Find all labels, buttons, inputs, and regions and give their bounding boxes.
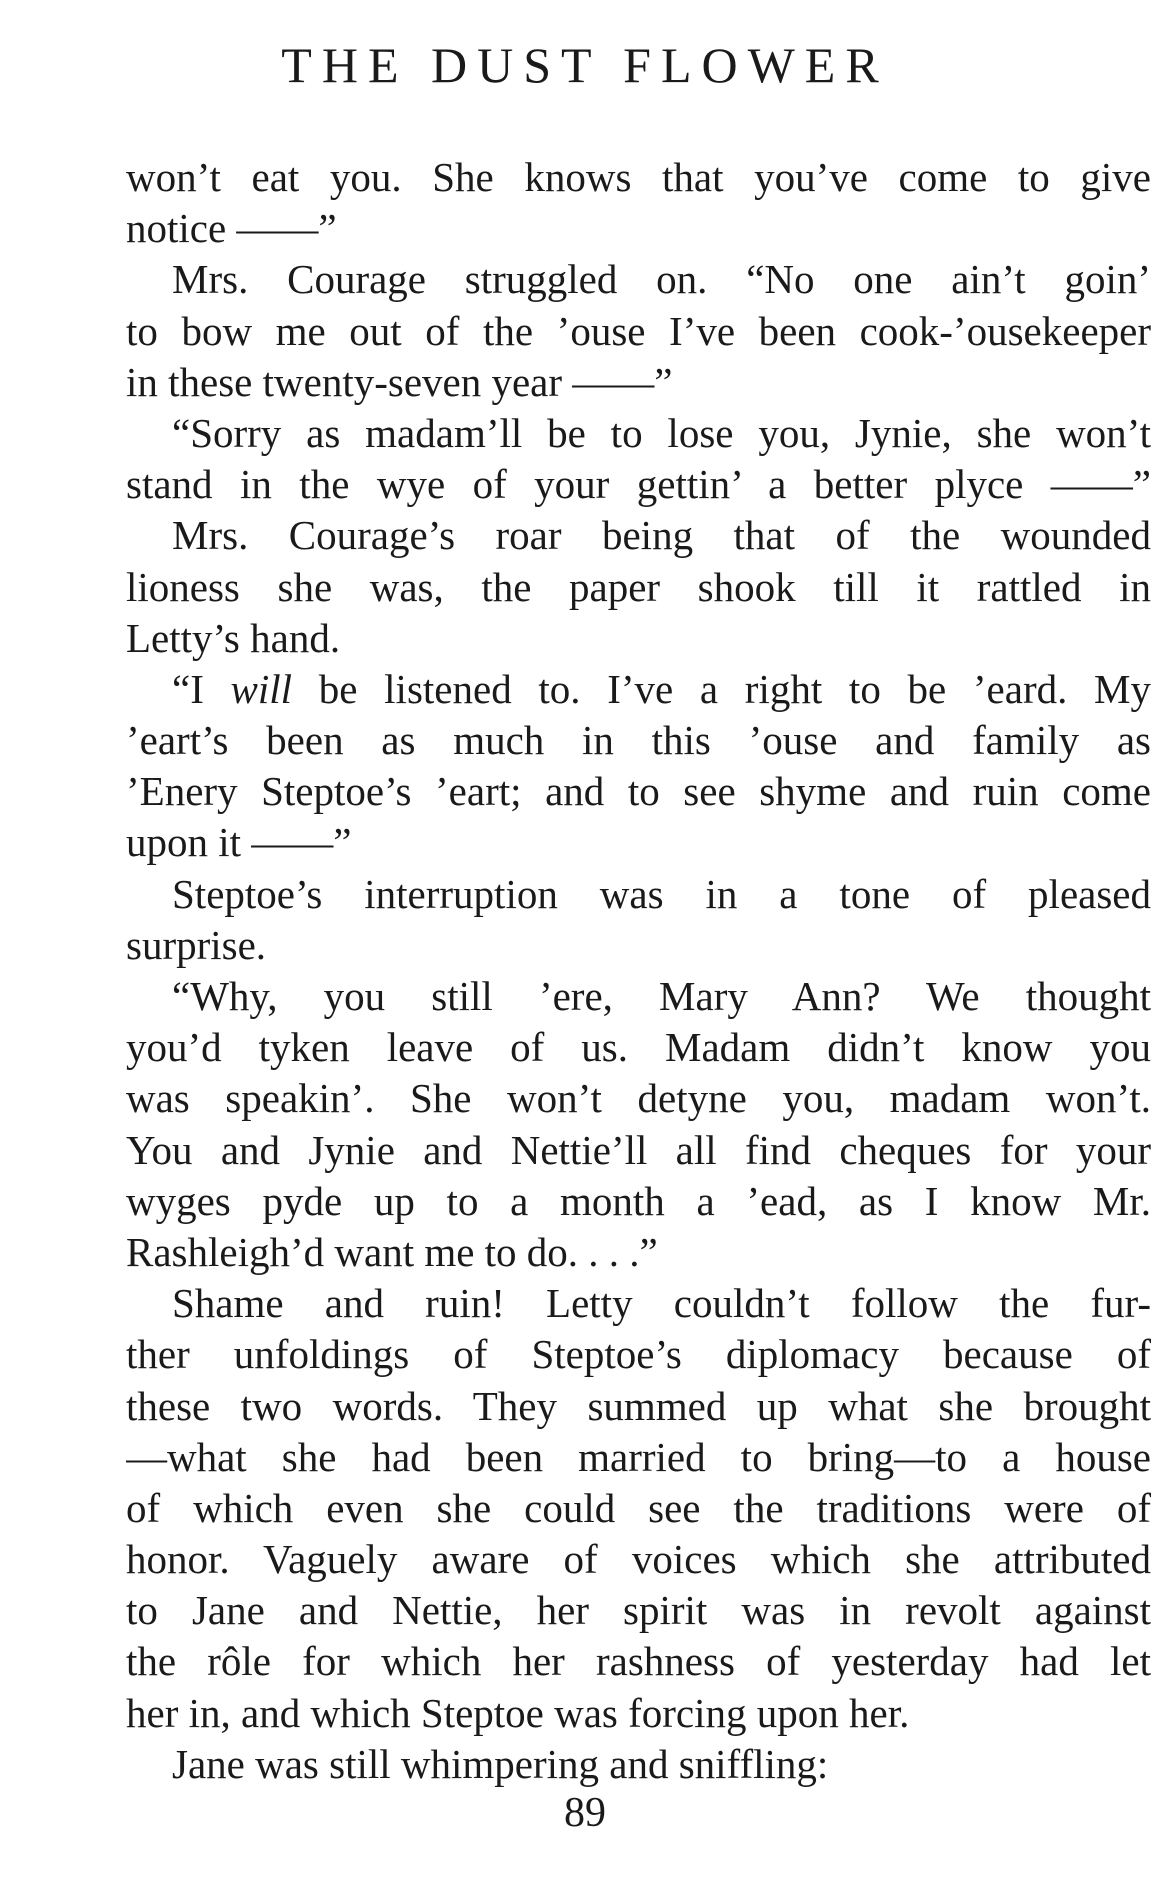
text-line: of which even she could see the traditions were of	[126, 1484, 1151, 1531]
text-line: Rashleigh’d want me to do. . . .”	[126, 1228, 658, 1275]
text-line	[126, 664, 1151, 715]
text-line: the rôle for which her rashness of yesterday had let	[126, 1638, 1151, 1685]
text-line: lioness she was, the paper shook till it rattled in	[126, 563, 1151, 610]
text-line: “Sorry as madam’ll be to lose you, Jynie, she won’t	[172, 409, 1151, 456]
text-line: to bow me out of the ’ouse I’ve been cook-’ousekeeper	[126, 307, 1151, 354]
body-text	[126, 152, 1151, 1790]
line-rest: be listened to. I’ve a right to be ’eard. My	[318, 665, 1151, 712]
text-line: You and Jynie and Nettie’ll all find cheques for your	[126, 1126, 1151, 1173]
running-head: THE DUST FLOWER	[281, 37, 889, 93]
text-line: Mrs. Courage’s roar being that of the wounded	[172, 512, 1151, 559]
text-line: Steptoe’s interruption was in a tone of pleased	[172, 870, 1151, 917]
text-line: —what she had been married to bring—to a house	[126, 1433, 1151, 1480]
text-line: you’d tyken leave of us. Madam didn’t know you	[126, 1024, 1151, 1071]
text-line: ’Enery Steptoe’s ’eart; and to see shyme and ruin come	[126, 768, 1151, 815]
text-line: notice ——”	[126, 205, 337, 252]
text-line: ther unfoldings of Steptoe’s diplomacy because of	[126, 1331, 1151, 1378]
text-line: “Why, you still ’ere, Mary Ann? We thought	[172, 973, 1151, 1019]
text-line: surprise.	[126, 921, 267, 968]
text-line: stand in the wye of your gettin’ a better plyce ——”	[126, 461, 1151, 508]
emphasized-word: will	[230, 665, 293, 712]
text-line: Letty’s hand.	[126, 614, 341, 661]
text-line: these two words. They summed up what she brought	[126, 1382, 1151, 1429]
text-line: won’t eat you. She knows that you’ve come to give	[126, 154, 1151, 200]
page-number: 89	[564, 1790, 606, 1836]
text-line: her in, and which Steptoe was forcing upon her.	[126, 1689, 910, 1736]
text-line: wyges pyde up to a month a ’ead, as I know Mr.	[126, 1177, 1151, 1224]
text-line: was speakin’. She won’t detyne you, madam won’t.	[126, 1075, 1151, 1122]
text-line: upon it ——”	[126, 819, 352, 866]
text-line: Jane was still whimpering and sniffling:	[172, 1740, 829, 1787]
text-line: Mrs. Courage struggled on. “No one ain’t goin’	[172, 256, 1151, 303]
text-line: honor. Vaguely aware of voices which she attributed	[126, 1536, 1151, 1583]
text-line: Shame and ruin! Letty couldn’t follow the fur-	[172, 1280, 1151, 1327]
text-line: to Jane and Nettie, her spirit was in revolt against	[126, 1587, 1151, 1634]
line-prefix: “I	[172, 665, 231, 712]
text-line: in these twenty-seven year ——”	[126, 358, 673, 405]
text-line: ’eart’s been as much in this ’ouse and family as	[126, 717, 1151, 764]
